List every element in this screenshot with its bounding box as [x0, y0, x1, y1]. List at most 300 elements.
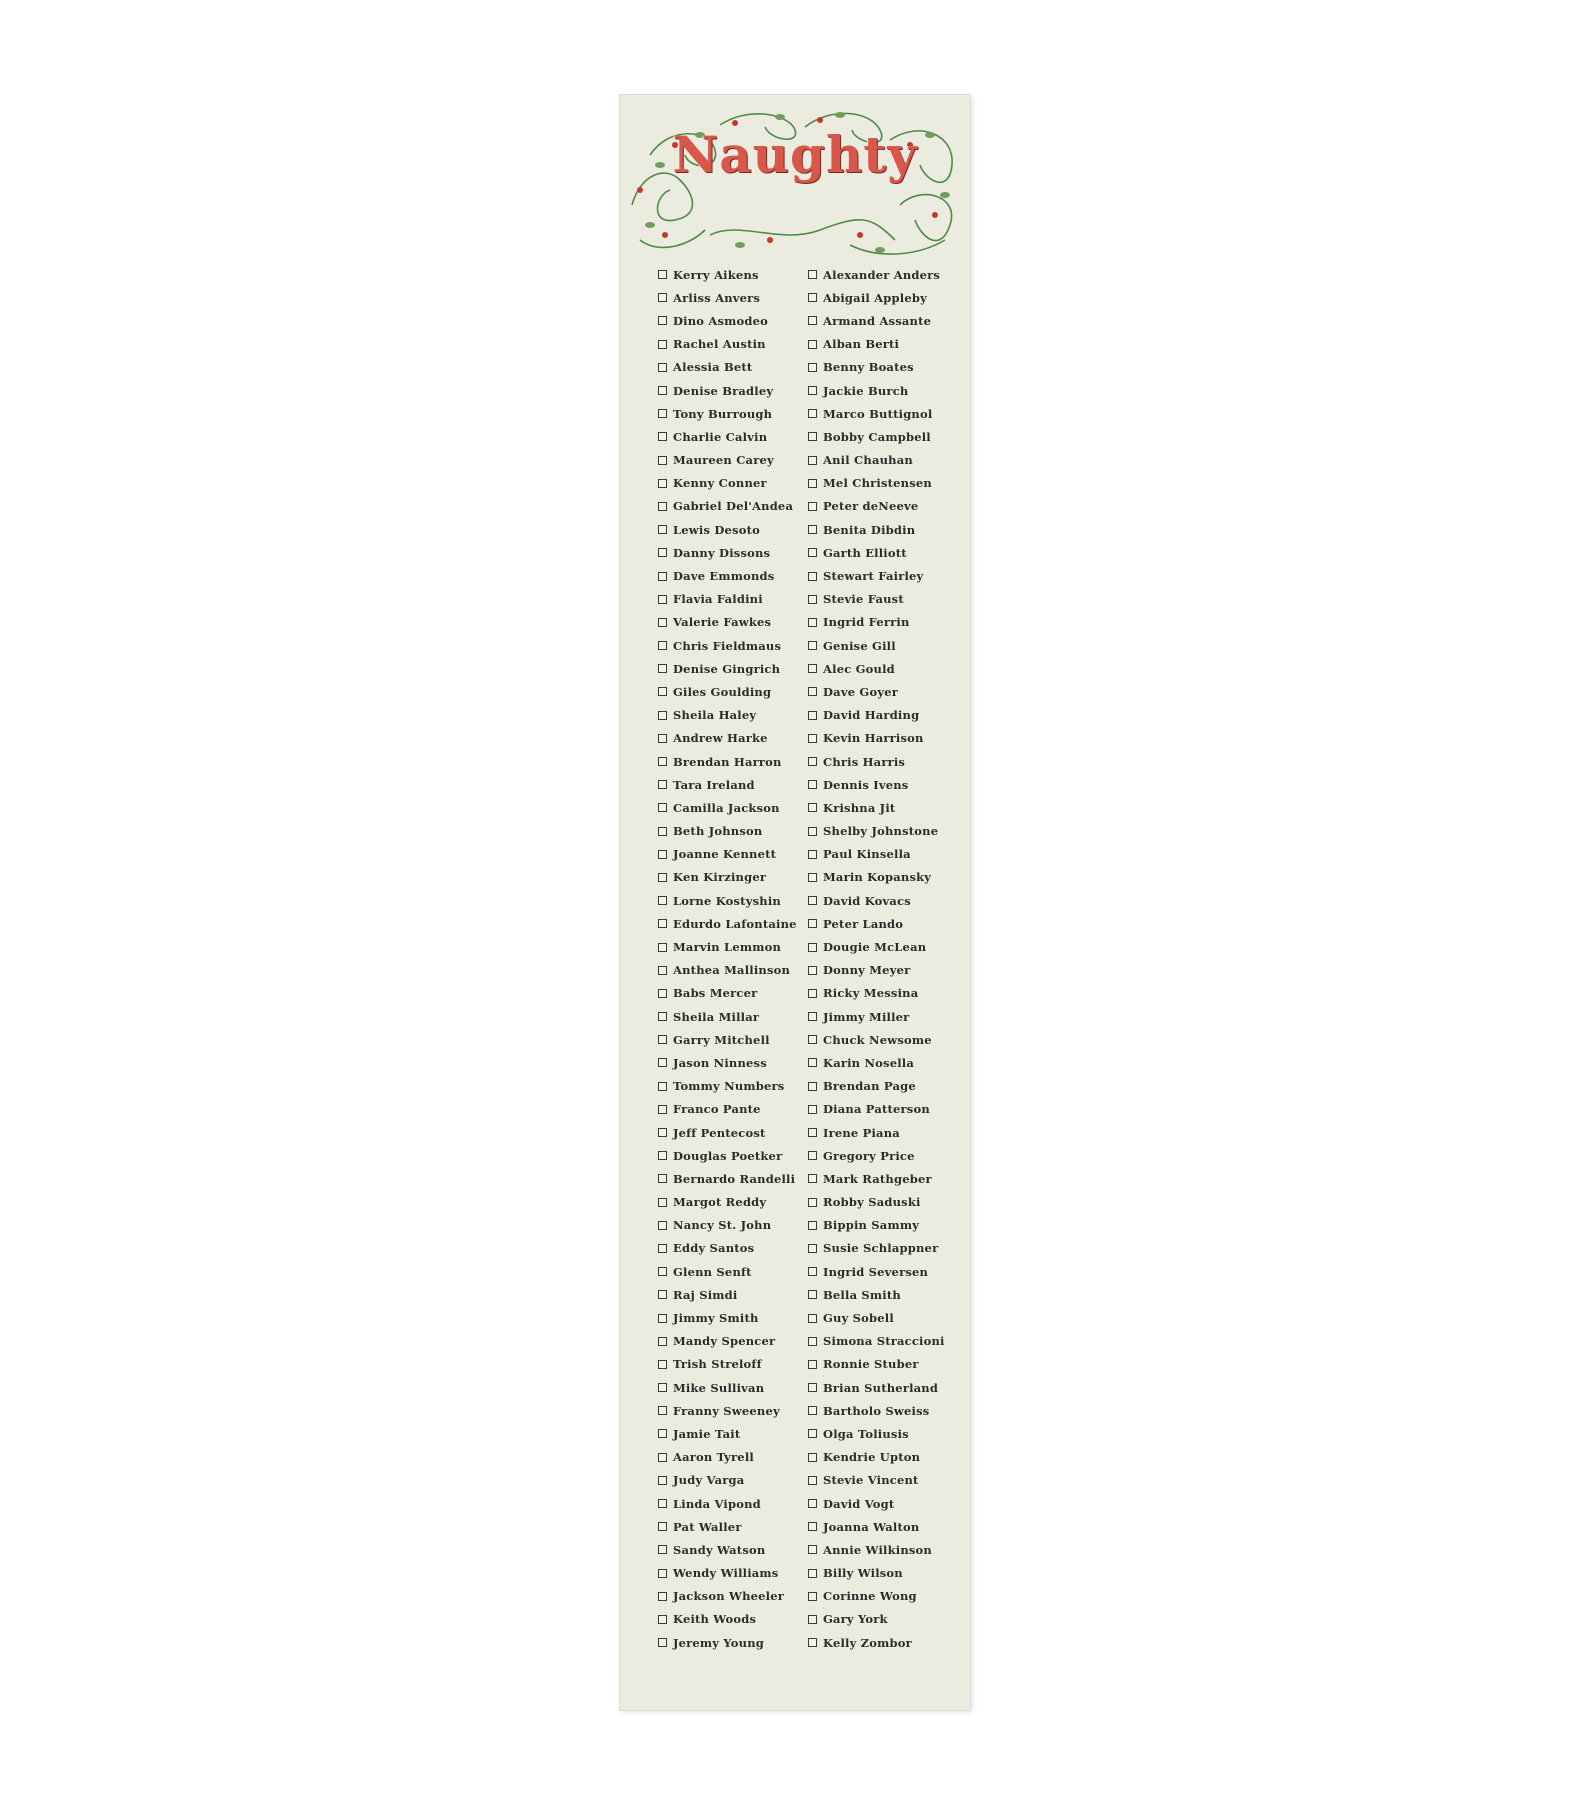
- list-item: [658, 935, 808, 958]
- checkbox-icon: [658, 943, 667, 952]
- person-name: Dougie McLean: [823, 940, 927, 955]
- checkbox-icon: [658, 850, 667, 859]
- checkbox-icon: [808, 456, 817, 465]
- list-item: [808, 333, 958, 356]
- checkbox-icon: [658, 456, 667, 465]
- checkbox-icon: [808, 873, 817, 882]
- person-name: Alban Berti: [823, 337, 900, 352]
- list-item: [808, 1562, 958, 1585]
- checkbox-icon: [658, 1337, 667, 1346]
- person-name: Jeremy Young: [673, 1635, 765, 1650]
- checkbox-icon: [808, 1383, 817, 1392]
- person-name: Stevie Faust: [823, 592, 904, 607]
- checkbox-icon: [658, 873, 667, 882]
- checkbox-icon: [808, 572, 817, 581]
- checkbox-icon: [658, 1615, 667, 1624]
- list-item: [658, 1538, 808, 1561]
- checkbox-icon: [808, 595, 817, 604]
- person-name: Franco Pante: [673, 1102, 761, 1117]
- list-item: [808, 1631, 958, 1654]
- person-name: Mel Christensen: [823, 476, 932, 491]
- list-item: [808, 680, 958, 703]
- person-name: Jamie Tait: [673, 1426, 741, 1441]
- list-item: [808, 541, 958, 564]
- list-item: [658, 588, 808, 611]
- checkbox-icon: [658, 757, 667, 766]
- person-name: Mike Sullivan: [673, 1380, 765, 1395]
- checkbox-icon: [808, 1337, 817, 1346]
- person-name: Gabriel Del'Andea: [673, 499, 794, 514]
- checkbox-icon: [658, 1221, 667, 1230]
- person-name: David Harding: [823, 708, 920, 723]
- checkbox-icon: [808, 1615, 817, 1624]
- list-item: [658, 704, 808, 727]
- person-name: Joanne Kennett: [673, 847, 777, 862]
- person-name: Ken Kirzinger: [673, 870, 767, 885]
- list-item: [808, 1469, 958, 1492]
- person-name: Jackie Burch: [823, 383, 909, 398]
- checkbox-icon: [808, 1267, 817, 1276]
- checkbox-icon: [808, 293, 817, 302]
- person-name: Trish Streloff: [673, 1357, 762, 1372]
- list-item: [808, 564, 958, 587]
- person-name: Andrew Harke: [673, 731, 768, 746]
- list-item: [658, 286, 808, 309]
- checkbox-icon: [808, 687, 817, 696]
- checkbox-icon: [658, 572, 667, 581]
- person-name: Eddy Santos: [673, 1241, 755, 1256]
- list-item: [658, 680, 808, 703]
- list-item: [808, 1422, 958, 1445]
- checkbox-icon: [658, 340, 667, 349]
- checkbox-icon: [808, 664, 817, 673]
- person-name: Paul Kinsella: [823, 847, 911, 862]
- person-name: Sandy Watson: [673, 1542, 766, 1557]
- person-name: Edurdo Lafontaine: [673, 916, 797, 931]
- person-name: Ingrid Seversen: [823, 1264, 929, 1279]
- checkbox-icon: [658, 1314, 667, 1323]
- checkbox-icon: [808, 340, 817, 349]
- list-item: [658, 889, 808, 912]
- checkbox-icon: [658, 1522, 667, 1531]
- checkbox-icon: [808, 1058, 817, 1067]
- checkbox-icon: [808, 316, 817, 325]
- checkbox-icon: [658, 1105, 667, 1114]
- list-item: [658, 564, 808, 587]
- list-item: [808, 1191, 958, 1214]
- list-item: [808, 796, 958, 819]
- list-item: [808, 1098, 958, 1121]
- checkbox-icon: [808, 270, 817, 279]
- checkbox-icon: [808, 502, 817, 511]
- list-item: [658, 379, 808, 402]
- person-name: Camilla Jackson: [673, 800, 780, 815]
- list-item: [808, 1237, 958, 1260]
- checkbox-icon: [658, 316, 667, 325]
- person-name: Abigail Appleby: [823, 290, 927, 305]
- list-item: [808, 309, 958, 332]
- checkbox-icon: [808, 386, 817, 395]
- checkbox-icon: [808, 757, 817, 766]
- list-item: [808, 1144, 958, 1167]
- list-item: [808, 495, 958, 518]
- person-name: Jason Ninness: [673, 1055, 767, 1070]
- person-name: David Vogt: [823, 1496, 895, 1511]
- checkbox-icon: [808, 1290, 817, 1299]
- list-item: [808, 1214, 958, 1237]
- person-name: Mandy Spencer: [673, 1334, 776, 1349]
- list-item: [808, 1399, 958, 1422]
- person-name: Dino Asmodeo: [673, 313, 769, 328]
- person-name: Jimmy Smith: [673, 1311, 759, 1326]
- checkbox-icon: [808, 966, 817, 975]
- list-item: [808, 704, 958, 727]
- checkbox-icon: [658, 664, 667, 673]
- checkbox-icon: [808, 1221, 817, 1230]
- person-name: Jeff Pentecost: [673, 1125, 766, 1140]
- list-item: [808, 1353, 958, 1376]
- person-name: Sheila Millar: [673, 1009, 760, 1024]
- list-item: [808, 1585, 958, 1608]
- checkbox-icon: [658, 1429, 667, 1438]
- person-name: Garry Mitchell: [673, 1032, 770, 1047]
- checkbox-icon: [808, 1174, 817, 1183]
- person-name: Kendrie Upton: [823, 1450, 921, 1465]
- checkbox-icon: [658, 618, 667, 627]
- checkbox-icon: [658, 595, 667, 604]
- list-item: [808, 1538, 958, 1561]
- left-name-column: [658, 263, 808, 1654]
- person-name: Lewis Desoto: [673, 522, 760, 537]
- list-item: [808, 750, 958, 773]
- person-name: Guy Sobell: [823, 1311, 894, 1326]
- list-item: [658, 495, 808, 518]
- checkbox-icon: [658, 966, 667, 975]
- person-name: Benny Boates: [823, 360, 914, 375]
- checkbox-icon: [808, 1429, 817, 1438]
- checkbox-icon: [808, 989, 817, 998]
- checkbox-icon: [808, 1035, 817, 1044]
- person-name: Anil Chauhan: [823, 453, 913, 468]
- checkbox-icon: [658, 1406, 667, 1415]
- person-name: Jimmy Miller: [823, 1009, 910, 1024]
- person-name: Chris Fieldmaus: [673, 638, 782, 653]
- person-name: Armand Assante: [823, 313, 932, 328]
- person-name: Ingrid Ferrin: [823, 615, 910, 630]
- list-item: [808, 588, 958, 611]
- checkbox-icon: [808, 780, 817, 789]
- list-item: [658, 356, 808, 379]
- person-name: Valerie Fawkes: [673, 615, 772, 630]
- person-name: Raj Simdi: [673, 1287, 738, 1302]
- list-item: [808, 449, 958, 472]
- person-name: Stewart Fairley: [823, 569, 924, 584]
- list-item: [658, 773, 808, 796]
- checkbox-icon: [808, 1105, 817, 1114]
- list-item: [808, 518, 958, 541]
- person-name: Bippin Sammy: [823, 1218, 920, 1233]
- person-name: Donny Meyer: [823, 963, 911, 978]
- list-item: [658, 796, 808, 819]
- checkbox-icon: [658, 687, 667, 696]
- list-item: [658, 1399, 808, 1422]
- list-item: [658, 1446, 808, 1469]
- person-name: Nancy St. John: [673, 1218, 772, 1233]
- list-item: [658, 333, 808, 356]
- list-item: [808, 1005, 958, 1028]
- list-item: [808, 657, 958, 680]
- person-name: Douglas Poetker: [673, 1148, 783, 1163]
- list-item: [658, 1492, 808, 1515]
- checkbox-icon: [808, 641, 817, 650]
- person-name: Tony Burrough: [673, 406, 773, 421]
- person-name: Franny Sweeney: [673, 1403, 780, 1418]
- checkbox-icon: [808, 1545, 817, 1554]
- checkbox-icon: [808, 827, 817, 836]
- list-item: [808, 379, 958, 402]
- person-name: Diana Patterson: [823, 1102, 930, 1117]
- person-name: Marin Kopansky: [823, 870, 932, 885]
- list-item: [658, 1422, 808, 1445]
- person-name: Rachel Austin: [673, 337, 766, 352]
- person-name: Billy Wilson: [823, 1566, 903, 1581]
- list-item: [658, 1469, 808, 1492]
- list-item: [808, 611, 958, 634]
- list-item: [658, 750, 808, 773]
- list-item: [658, 1353, 808, 1376]
- list-item: [808, 1330, 958, 1353]
- person-name: Karin Nosella: [823, 1055, 915, 1070]
- list-item: [658, 912, 808, 935]
- checkbox-icon: [808, 409, 817, 418]
- list-item: [658, 1515, 808, 1538]
- person-name: Gary York: [823, 1612, 888, 1627]
- list-item: [808, 935, 958, 958]
- list-item: [658, 472, 808, 495]
- list-item: [808, 982, 958, 1005]
- person-name: Garth Elliott: [823, 545, 907, 560]
- page-title: Naughty: [672, 125, 918, 184]
- list-item: [808, 1283, 958, 1306]
- list-item: [658, 657, 808, 680]
- list-item: [658, 727, 808, 750]
- person-name: Aaron Tyrell: [673, 1450, 754, 1465]
- list-item: [658, 263, 808, 286]
- person-name: Brian Sutherland: [823, 1380, 939, 1395]
- person-name: Marco Buttignol: [823, 406, 933, 421]
- person-name: Kelly Zombor: [823, 1635, 912, 1650]
- list-item: [658, 1191, 808, 1214]
- list-item: [808, 402, 958, 425]
- person-name: Alessia Bett: [673, 360, 753, 375]
- checkbox-icon: [808, 1198, 817, 1207]
- person-name: Ronnie Stuber: [823, 1357, 919, 1372]
- list-item: [658, 1005, 808, 1028]
- person-name: Peter deNeeve: [823, 499, 919, 514]
- person-name: Robby Saduski: [823, 1195, 921, 1210]
- checkbox-icon: [658, 502, 667, 511]
- checkbox-icon: [808, 1012, 817, 1021]
- person-name: Beth Johnson: [673, 824, 763, 839]
- checkbox-icon: [658, 1244, 667, 1253]
- person-name: Benita Dibdin: [823, 522, 916, 537]
- checkbox-icon: [658, 803, 667, 812]
- checkbox-icon: [658, 1012, 667, 1021]
- person-name: Flavia Faldini: [673, 592, 763, 607]
- checkbox-icon: [808, 479, 817, 488]
- person-name: Pat Waller: [673, 1519, 742, 1534]
- checkbox-icon: [658, 270, 667, 279]
- checkbox-icon: [808, 548, 817, 557]
- right-name-column: [808, 263, 958, 1654]
- person-name: Charlie Calvin: [673, 429, 768, 444]
- person-name: Bella Smith: [823, 1287, 901, 1302]
- person-name: Danny Dissons: [673, 545, 771, 560]
- name-columns: [658, 263, 958, 1693]
- list-item: [808, 1051, 958, 1074]
- list-item: [808, 1446, 958, 1469]
- list-item: [808, 1075, 958, 1098]
- list-item: [658, 634, 808, 657]
- list-item: [658, 611, 808, 634]
- checkbox-icon: [808, 850, 817, 859]
- checkbox-icon: [658, 1569, 667, 1578]
- list-item: [808, 286, 958, 309]
- list-item: [808, 866, 958, 889]
- list-item: [808, 1376, 958, 1399]
- checkbox-icon: [808, 1592, 817, 1601]
- person-name: Peter Lando: [823, 916, 904, 931]
- checkbox-icon: [658, 386, 667, 395]
- checkbox-icon: [658, 1267, 667, 1276]
- person-name: Dennis Ivens: [823, 777, 909, 792]
- person-name: Shelby Johnstone: [823, 824, 939, 839]
- checkbox-icon: [658, 1035, 667, 1044]
- person-name: Stevie Vincent: [823, 1473, 919, 1488]
- list-item: [658, 1028, 808, 1051]
- person-name: Dave Emmonds: [673, 569, 775, 584]
- person-name: Bartholo Sweiss: [823, 1403, 930, 1418]
- list-item: [658, 1330, 808, 1353]
- checkbox-icon: [808, 1128, 817, 1137]
- checkbox-icon: [658, 293, 667, 302]
- checkbox-icon: [808, 1522, 817, 1531]
- person-name: Bobby Campbell: [823, 429, 931, 444]
- list-item: [658, 1562, 808, 1585]
- checkbox-icon: [658, 363, 667, 372]
- list-item: [808, 1028, 958, 1051]
- checkbox-icon: [808, 1244, 817, 1253]
- list-item: [808, 1167, 958, 1190]
- checkbox-icon: [658, 1290, 667, 1299]
- list-item: [808, 912, 958, 935]
- person-name: Keith Woods: [673, 1612, 757, 1627]
- checkbox-icon: [658, 734, 667, 743]
- person-name: Kenny Conner: [673, 476, 767, 491]
- person-name: Arliss Anvers: [673, 290, 761, 305]
- checkbox-icon: [658, 1174, 667, 1183]
- list-item: [808, 959, 958, 982]
- checkbox-icon: [658, 989, 667, 998]
- checkbox-icon: [808, 803, 817, 812]
- list-item: [658, 1214, 808, 1237]
- checkbox-icon: [808, 919, 817, 928]
- checkbox-icon: [808, 525, 817, 534]
- person-name: Tommy Numbers: [673, 1079, 785, 1094]
- person-name: Brendan Page: [823, 1079, 916, 1094]
- checkbox-icon: [808, 1406, 817, 1415]
- person-name: Krishna Jit: [823, 800, 896, 815]
- person-name: Joanna Walton: [823, 1519, 920, 1534]
- person-name: Marvin Lemmon: [673, 940, 782, 955]
- checkbox-icon: [658, 1638, 667, 1647]
- person-name: Jackson Wheeler: [673, 1589, 785, 1604]
- checkbox-icon: [658, 548, 667, 557]
- list-item: [658, 402, 808, 425]
- checkbox-icon: [808, 1476, 817, 1485]
- checkbox-icon: [658, 1058, 667, 1067]
- list-item: [808, 1121, 958, 1144]
- list-item: [808, 1608, 958, 1631]
- list-item: [658, 1075, 808, 1098]
- list-item: [808, 1515, 958, 1538]
- checkbox-icon: [658, 1383, 667, 1392]
- list-item: [658, 1167, 808, 1190]
- list-item: [658, 1306, 808, 1329]
- list-item: [808, 356, 958, 379]
- list-item: [658, 1260, 808, 1283]
- person-name: Annie Wilkinson: [823, 1542, 932, 1557]
- person-name: Anthea Mallinson: [673, 963, 791, 978]
- person-name: Susie Schlappner: [823, 1241, 939, 1256]
- person-name: Bernardo Randelli: [673, 1171, 796, 1186]
- checkbox-icon: [808, 1082, 817, 1091]
- person-name: Corinne Wong: [823, 1589, 917, 1604]
- person-name: Margot Reddy: [673, 1195, 767, 1210]
- checkbox-icon: [658, 1499, 667, 1508]
- list-item: [658, 1121, 808, 1144]
- list-item: [658, 1144, 808, 1167]
- checkbox-icon: [808, 618, 817, 627]
- person-name: Linda Vipond: [673, 1496, 761, 1511]
- checkbox-icon: [658, 780, 667, 789]
- list-item: [658, 449, 808, 472]
- checkbox-icon: [808, 1569, 817, 1578]
- checkbox-icon: [808, 1360, 817, 1369]
- person-name: Wendy Williams: [673, 1566, 779, 1581]
- checkbox-icon: [808, 711, 817, 720]
- list-item: [808, 472, 958, 495]
- illuminated-header: [620, 95, 970, 265]
- list-item: [658, 866, 808, 889]
- list-item: [808, 1306, 958, 1329]
- checkbox-icon: [658, 711, 667, 720]
- person-name: Dave Goyer: [823, 684, 898, 699]
- list-item: [658, 541, 808, 564]
- list-item: [808, 1260, 958, 1283]
- checkbox-icon: [808, 1453, 817, 1462]
- list-item: [808, 820, 958, 843]
- checkbox-icon: [808, 896, 817, 905]
- list-item: [658, 1051, 808, 1074]
- list-item: [808, 843, 958, 866]
- person-name: Maureen Carey: [673, 453, 774, 468]
- list-item: [658, 1631, 808, 1654]
- checkbox-icon: [658, 525, 667, 534]
- checkbox-icon: [658, 479, 667, 488]
- naughty-list-scroll: [620, 95, 970, 1710]
- person-name: David Kovacs: [823, 893, 911, 908]
